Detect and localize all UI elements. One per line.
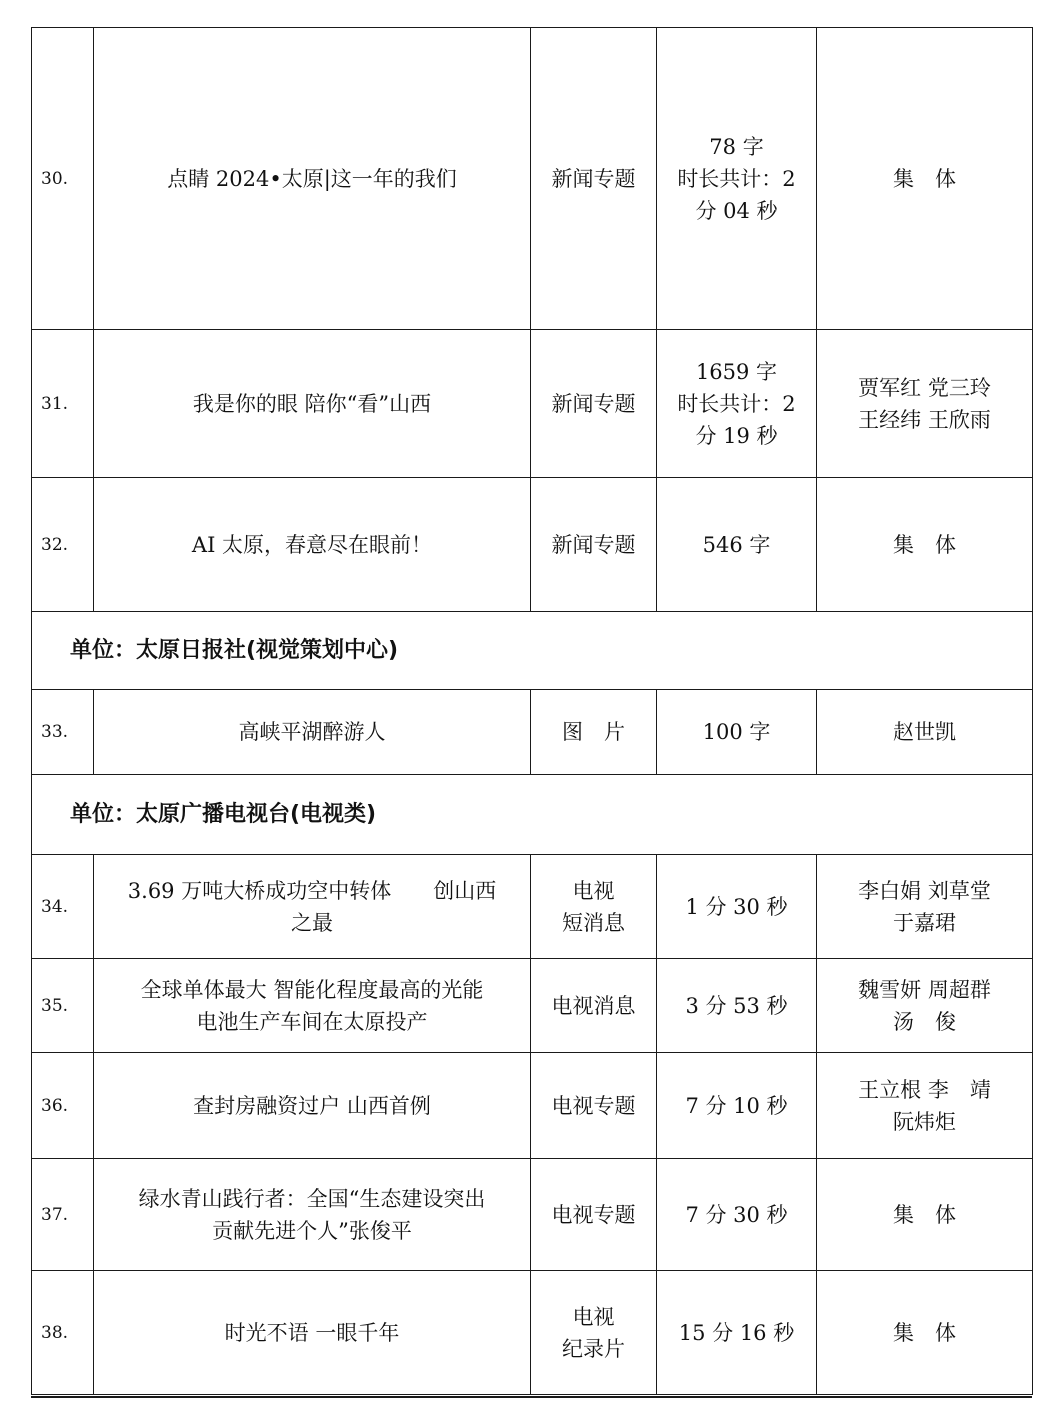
- category-cell: [531, 478, 657, 612]
- table-row: [32, 330, 1033, 478]
- row-number: 35.: [32, 959, 94, 1053]
- length-cell-line: 分 04 秒: [695, 198, 778, 223]
- length-cell-line: 78 字: [709, 134, 764, 159]
- work-title-cell-line: 查封房融资过户 山西首例: [193, 1093, 431, 1118]
- category-cell: [531, 1159, 657, 1271]
- length-cell: [657, 690, 817, 775]
- length-cell: [657, 330, 817, 478]
- table-row: [32, 28, 1033, 330]
- author-cell: [817, 1053, 1033, 1159]
- length-cell-line: 7 分 30 秒: [685, 1202, 788, 1227]
- work-title-cell: [94, 1053, 531, 1159]
- author-cell-line: 贾军红 党三玲: [858, 375, 991, 400]
- category-cell-line: 新闻专题: [551, 166, 636, 191]
- category-cell: [531, 1053, 657, 1159]
- length-cell-line: 时长共计：2: [677, 391, 796, 416]
- author-cell-line: 李白娟 刘草堂: [858, 878, 991, 903]
- author-cell: [817, 690, 1033, 775]
- author-cell-line: 于嘉珺: [893, 910, 956, 935]
- author-cell: [817, 28, 1033, 330]
- awards-table: [31, 27, 1033, 1395]
- length-cell-line: 时长共计：2: [677, 166, 796, 191]
- table-row: [32, 855, 1033, 959]
- category-cell-line: 电视消息: [551, 993, 636, 1018]
- length-cell-line: 15 分 16 秒: [678, 1320, 795, 1345]
- work-title-cell-line: AI 太原，春意尽在眼前！: [191, 532, 433, 557]
- category-cell: [531, 28, 657, 330]
- work-title-cell-line: 电池生产车间在太原投产: [196, 1009, 428, 1034]
- row-number: 37.: [32, 1159, 94, 1271]
- work-title-cell: [94, 855, 531, 959]
- length-cell: [657, 478, 817, 612]
- category-cell-line: 电视专题: [551, 1093, 636, 1118]
- category-cell-line: 电视: [572, 878, 615, 903]
- author-cell-line: 魏雪妍 周超群: [858, 977, 991, 1002]
- row-number: 38.: [32, 1271, 94, 1395]
- category-cell: [531, 855, 657, 959]
- row-number: 31.: [32, 330, 94, 478]
- table-row: [32, 1159, 1033, 1271]
- work-title-cell: [94, 478, 531, 612]
- work-title-cell-line: 绿水青山践行者：全国“生态建设突出: [138, 1186, 486, 1211]
- work-title-cell: [94, 1271, 531, 1395]
- work-title-cell-line: 之最: [291, 910, 333, 935]
- row-number: 36.: [32, 1053, 94, 1159]
- author-cell: [817, 478, 1033, 612]
- unit-header-row: [32, 775, 1033, 855]
- author-cell: [817, 330, 1033, 478]
- length-cell-line: 546 字: [702, 532, 771, 557]
- author-cell-line: 集 体: [893, 1320, 956, 1345]
- category-cell-line: 新闻专题: [551, 391, 636, 416]
- length-cell-line: 7 分 10 秒: [685, 1093, 788, 1118]
- length-cell-line: 1659 字: [695, 359, 778, 384]
- author-cell: [817, 959, 1033, 1053]
- length-cell: [657, 28, 817, 330]
- category-cell: [531, 330, 657, 478]
- unit-header-row: [32, 612, 1033, 690]
- work-title-cell: [94, 330, 531, 478]
- length-cell: [657, 855, 817, 959]
- length-cell-line: 100 字: [702, 720, 771, 744]
- table-row: [32, 1271, 1033, 1395]
- category-cell: [531, 959, 657, 1053]
- table-row: [32, 690, 1033, 775]
- category-cell-line: 新闻专题: [551, 532, 636, 557]
- unit-header-label: 单位：太原广播电视台(电视类): [32, 775, 1033, 855]
- table-row: [32, 478, 1033, 612]
- author-cell-line: 赵世凯: [893, 720, 956, 744]
- length-cell: [657, 1271, 817, 1395]
- author-cell-line: 王经纬 王欣雨: [858, 407, 991, 432]
- author-cell: [817, 1159, 1033, 1271]
- table-bottom-rule: [31, 1396, 1032, 1398]
- category-cell: [531, 690, 657, 775]
- category-cell: [531, 1271, 657, 1395]
- author-cell-line: 汤 俊: [893, 1009, 956, 1034]
- author-cell-line: 集 体: [893, 1202, 956, 1227]
- work-title-cell: [94, 28, 531, 330]
- category-cell-line: 纪录片: [562, 1336, 625, 1361]
- length-cell-line: 3 分 53 秒: [685, 993, 788, 1018]
- length-cell-line: 分 19 秒: [695, 423, 778, 448]
- length-cell-line: 1 分 30 秒: [685, 894, 788, 919]
- work-title-cell-line: 3.69 万吨大桥成功空中转体 创山西: [127, 878, 497, 903]
- category-cell-line: 电视专题: [551, 1202, 636, 1227]
- author-cell: [817, 855, 1033, 959]
- category-cell-line: 短消息: [562, 910, 625, 935]
- author-cell-line: 集 体: [893, 166, 956, 191]
- length-cell: [657, 1159, 817, 1271]
- author-cell-line: 阮炜炬: [893, 1109, 956, 1134]
- work-title-cell-line: 我是你的眼 陪你“看”山西: [192, 391, 432, 416]
- work-title-cell: [94, 959, 531, 1053]
- work-title-cell-line: 点睛 2024•太原|这一年的我们: [167, 166, 457, 191]
- length-cell: [657, 1053, 817, 1159]
- length-cell: [657, 959, 817, 1053]
- table-body: [32, 28, 1033, 1395]
- work-title-cell-line: 贡献先进个人”张俊平: [212, 1218, 412, 1243]
- work-title-cell-line: 全球单体最大 智能化程度最高的光能: [140, 977, 484, 1002]
- table-row: [32, 959, 1033, 1053]
- author-cell: [817, 1271, 1033, 1395]
- row-number: 33.: [32, 690, 94, 775]
- unit-header-label: 单位：太原日报社(视觉策划中心): [32, 612, 1033, 690]
- table-row: [32, 1053, 1033, 1159]
- author-cell-line: 王立根 李 靖: [858, 1077, 991, 1102]
- author-cell-line: 集 体: [893, 532, 956, 557]
- row-number: 32.: [32, 478, 94, 612]
- category-cell-line: 电视: [572, 1304, 615, 1329]
- category-cell-line: 图 片: [562, 720, 625, 744]
- work-title-cell: [94, 690, 531, 775]
- work-title-cell-line: 时光不语 一眼千年: [224, 1320, 400, 1345]
- row-number: 34.: [32, 855, 94, 959]
- work-title-cell: [94, 1159, 531, 1271]
- work-title-cell-line: 高峡平湖醉游人: [238, 720, 386, 744]
- row-number: 30.: [32, 28, 94, 330]
